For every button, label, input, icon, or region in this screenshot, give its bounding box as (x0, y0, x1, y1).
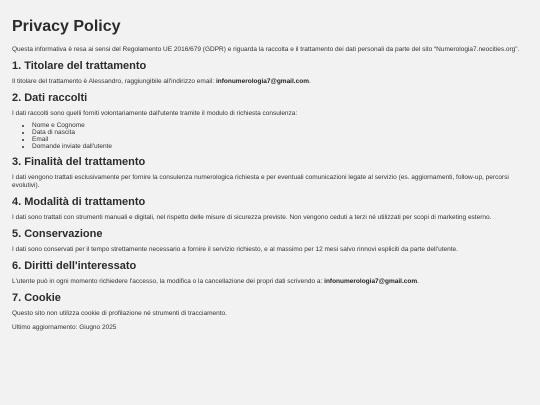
list-item: • Data di nascita (32, 129, 528, 136)
section-text-modalita: I dati sono trattati con strumenti manuali e digitali, nel rispetto delle misure di sicurezza previste. Non vengono ceduti a terzi né utilizzati per scopi di marketing esterno. (12, 214, 492, 221)
section-text-conservazione: I dati sono conservati per il tempo strettamente necessario a fornire il servizio richiesto, e al massimo per 12 mesi salvo rinnovi espliciti da parte dell'utente. (12, 246, 458, 253)
section-heading-conservazione: 5. Conservazione (12, 228, 103, 240)
contact-email: infonumerologia7@gmail.com (324, 278, 418, 285)
section-text-diritti: L'utente può in ogni momento richiedere l'accesso, la modifica o la cancellazione dei propri dati scrivendo a: infonumerologia7@gmail.com. (12, 278, 419, 285)
section-text-dati-raccolti: I dati raccolti sono quelli forniti volontariamente dall'utente tramite il modulo di richiesta consulenza: (12, 110, 298, 117)
section-heading-finalita: 3. Finalità del trattamento (12, 156, 146, 168)
section-heading-cookie: 7. Cookie (12, 292, 61, 304)
contact-email: infonumerologia7@gmail.com (215, 78, 309, 85)
list-item: • Nome e Cognome (32, 122, 528, 129)
section-text-cookie: Questo sito non utilizza cookie di profilazione né strumenti di tracciamento. (12, 310, 227, 317)
section-heading-titolare: 1. Titolare del trattamento (12, 60, 147, 72)
list-item: • Domande inviate dall'utente (32, 143, 528, 150)
page-title: Privacy Policy (12, 18, 121, 35)
intro-paragraph: Questa informativa è resa ai sensi del Regolamento UE 2016/679 (GDPR) e riguarda la raccolta e il trattamento dei dati personali da parte del sito “Numerologia7.neocities.org”. (12, 46, 520, 53)
section-heading-modalita: 4. Modalità di trattamento (12, 196, 146, 208)
section-heading-diritti: 6. Diritti dell'interessato (12, 260, 137, 272)
section-text-finalita: I dati vengono trattati esclusivamente per fornire la consulenza numerologica richiesta e per eventuali comunicazioni legate al servizio (es. aggiornamenti, follow-up, percorsi evolutivi). (12, 174, 509, 189)
collected-data-list (12, 122, 528, 150)
last-updated: Ultimo aggiornamento: Giugno 2025 (12, 324, 117, 331)
section-heading-dati-raccolti: 2. Dati raccolti (12, 92, 88, 104)
list-item: • Email (32, 136, 528, 143)
section-text-titolare: Il titolare del trattamento è Alessandro, raggiungibile all'indirizzo email: infonumerologia7@gmail.com. (12, 78, 311, 85)
